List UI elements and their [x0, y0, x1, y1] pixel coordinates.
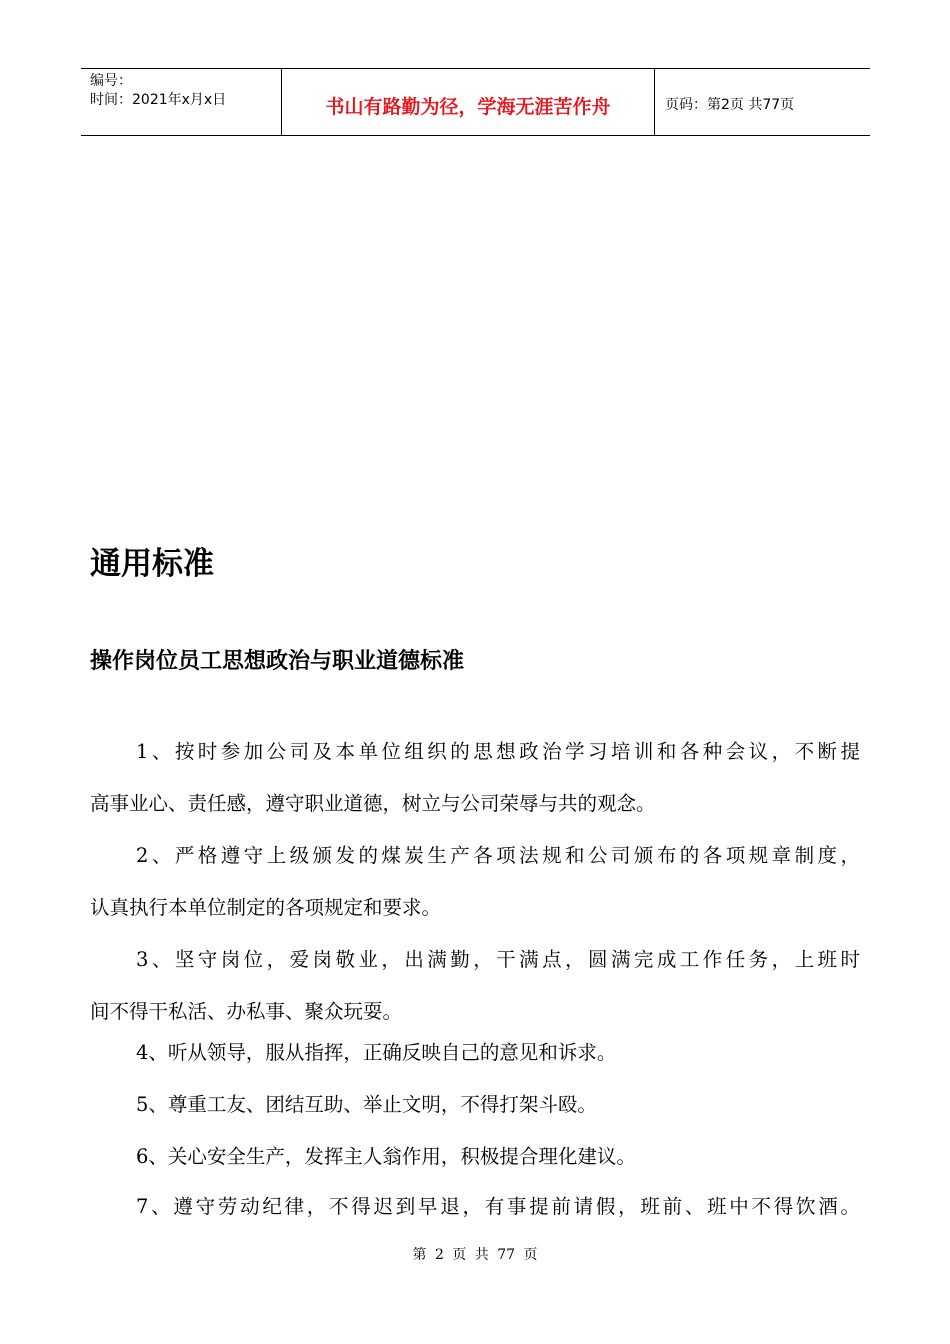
paragraph-line: 4、听从领导，服从指挥，正确反映自己的意见和诉求。: [136, 1041, 617, 1064]
paragraph-3: [90, 934, 860, 1038]
paragraph-line: 1、按时参加公司及本单位组织的思想政治学习培训和各种会议，不断提: [136, 740, 860, 763]
document-number-label: 编号：: [90, 73, 132, 89]
paragraph-5: [90, 1079, 860, 1131]
paragraph-line: 7、遵守劳动纪律，不得迟到早退，有事提前请假，班前、班中不得饮酒。: [136, 1195, 860, 1218]
document-time-label: 时间：2021年x月x日: [90, 92, 227, 108]
paragraph-line: 6、关心安全生产，发挥主人翁作用，积极提合理化建议。: [136, 1145, 636, 1168]
paragraph-6: [90, 1131, 860, 1183]
header-page-info: 页码：第2页 共77页: [665, 97, 795, 113]
header-meta: [81, 69, 282, 135]
header-motto: 书山有路勤为径，学海无涯苦作舟: [282, 69, 655, 135]
paragraph-line: 2、严格遵守上级颁发的煤炭生产各项法规和公司颁布的各项规章制度，: [136, 844, 860, 867]
document-title: 操作岗位员工思想政治与职业道德标准: [90, 649, 465, 674]
paragraph-1: [90, 726, 860, 830]
paragraph-line: 认真执行本单位制定的各项规定和要求。: [90, 896, 442, 919]
paragraph-line: 3、坚守岗位，爱岗敬业，出满勤，干满点，圆满完成工作任务，上班时: [136, 948, 860, 971]
section-title: 通用标准: [90, 546, 214, 582]
paragraph-2: [90, 830, 860, 934]
paragraph-4: [90, 1027, 860, 1079]
paragraph-7: [90, 1181, 860, 1233]
paragraph-line: 间不得干私活、办私事、聚众玩耍。: [90, 1000, 403, 1023]
paragraph-line: 5、尊重工友、团结互助、举止文明，不得打架斗殴。: [136, 1093, 597, 1116]
page-footer: 第 2 页 共 77 页: [412, 1247, 538, 1263]
paragraph-line: 高事业心、责任感，遵守职业道德，树立与公司荣辱与共的观念。: [90, 792, 656, 815]
page-header: [81, 68, 870, 136]
